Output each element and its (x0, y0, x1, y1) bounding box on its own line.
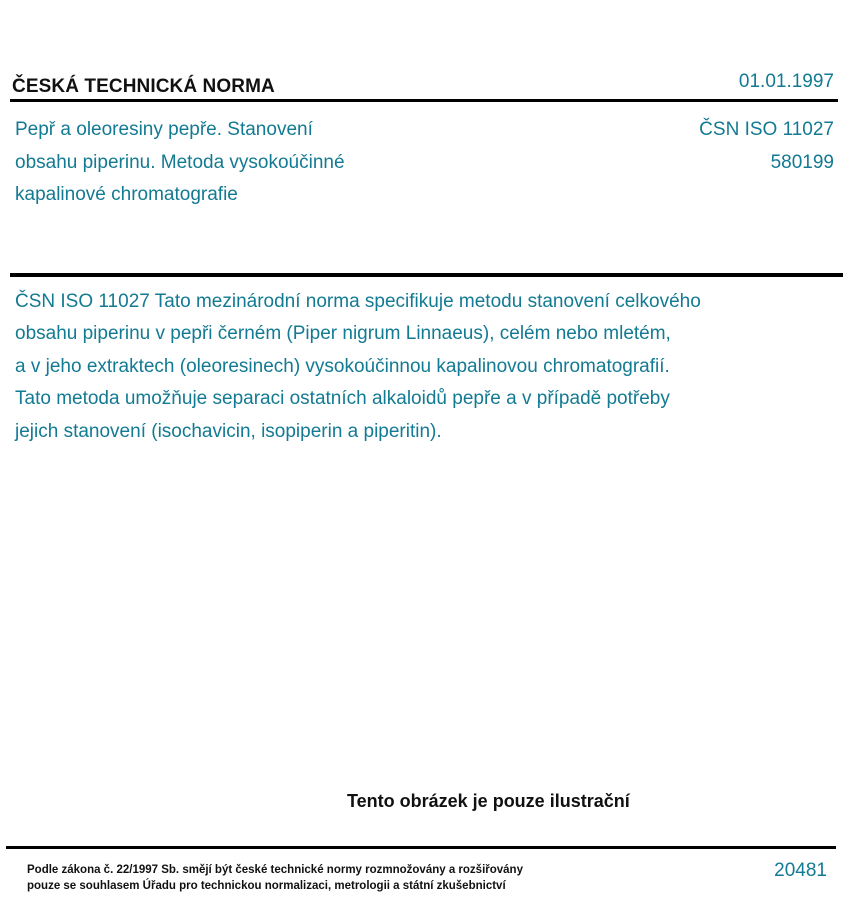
section-divider (10, 273, 843, 277)
abstract-line: a v jeho extraktech (oleoresinech) vysokoúčinnou kapalinovou chromatografií. (15, 355, 670, 377)
document-codes (699, 114, 834, 179)
footer-legal-note (27, 862, 523, 894)
issue-date: 01.01.1997 (738, 71, 834, 92)
document-title-line: kapalinové chromatografie (15, 184, 238, 205)
illustrative-note: Tento obrázek je pouze ilustrační (347, 791, 630, 811)
header-divider (10, 99, 838, 102)
footer-legal-line: Podle zákona č. 22/1997 Sb. smějí být české technické normy rozmnožovány a rozšiřovány (27, 864, 523, 876)
document-title-line: obsahu piperinu. Metoda vysokoúčinné (15, 151, 345, 173)
class-code: 580199 (770, 151, 834, 173)
abstract-text (15, 286, 815, 448)
abstract-line: jejich stanovení (isochavicin, isopiperin a piperitin). (15, 420, 442, 442)
document-title-line: Pepř a oleoresiny pepře. Stanovení (15, 119, 313, 140)
footer-number: 20481 (774, 860, 827, 881)
abstract-line: obsahu piperinu v pepři černém (Piper nigrum Linnaeus), celém nebo mletém, (15, 323, 671, 345)
abstract-line: ČSN ISO 11027 Tato mezinárodní norma specifikuje metodu stanovení celkového (15, 291, 701, 312)
standard-code: ČSN ISO 11027 (699, 119, 834, 140)
footer-divider (6, 846, 836, 849)
footer-legal-line: pouze se souhlasem Úřadu pro technickou normalizaci, metrologii a státní zkušebnictví (27, 880, 506, 892)
abstract-line: Tato metoda umožňuje separaci ostatních alkaloidů pepře a v případě potřeby (15, 388, 670, 410)
document-title (15, 114, 435, 212)
page-title: ČESKÁ TECHNICKÁ NORMA (12, 76, 275, 97)
